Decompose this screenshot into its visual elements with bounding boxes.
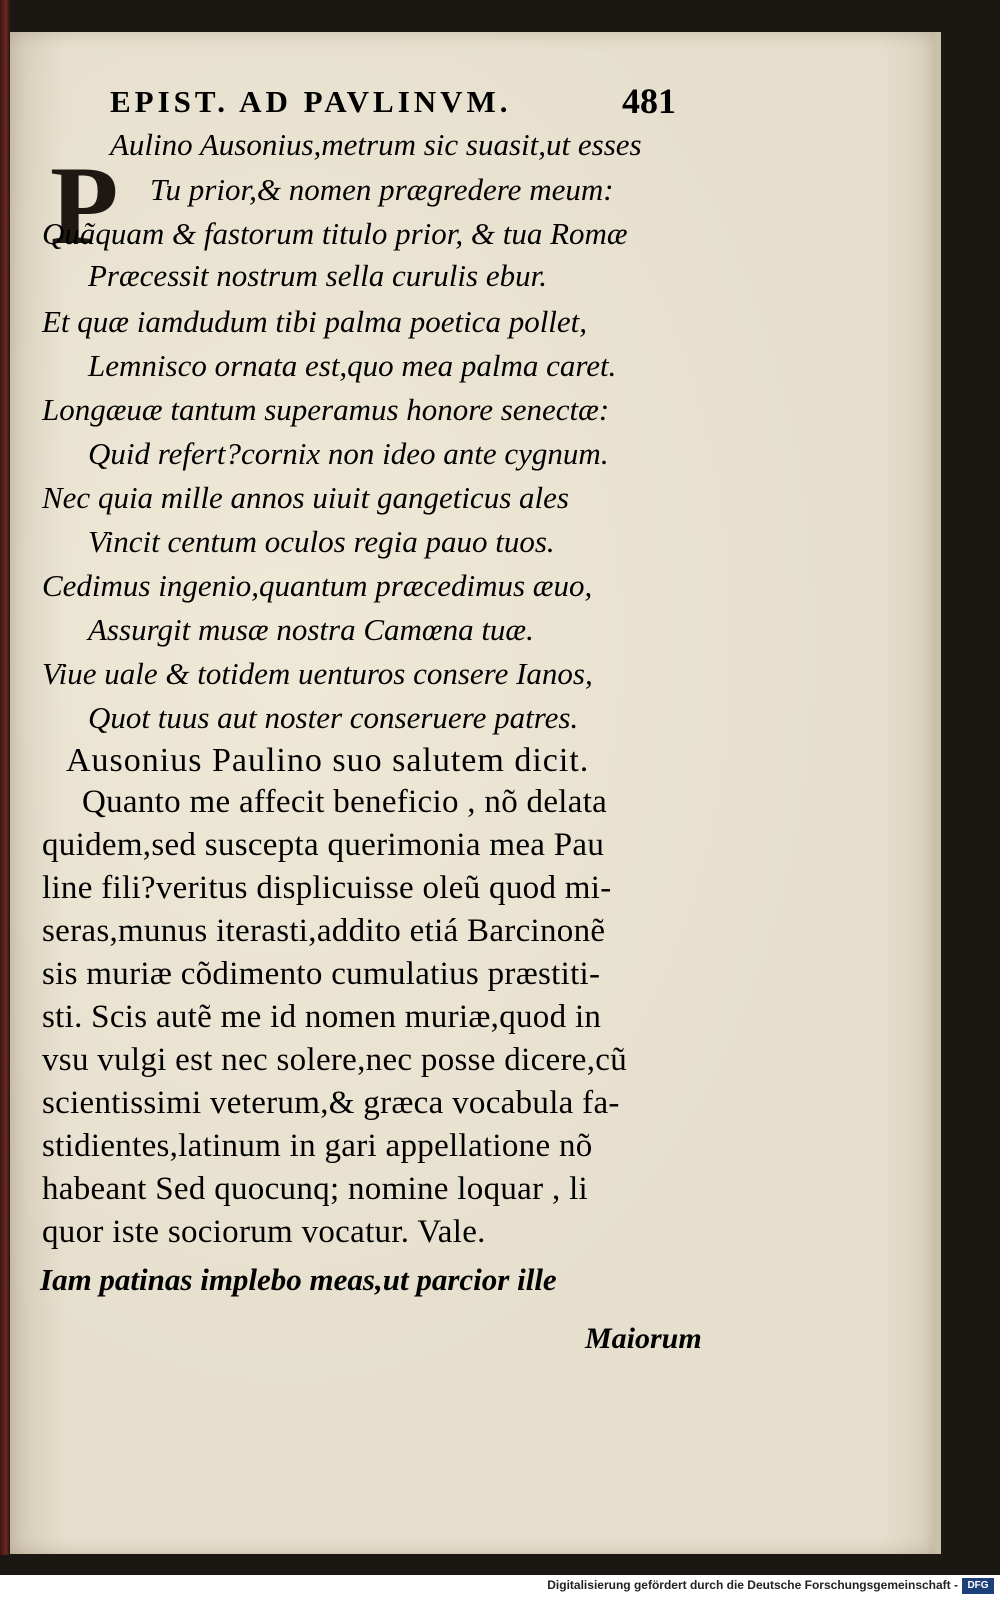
verse-line: Quid refert?cornix non ideo ante cygnum. (88, 436, 609, 471)
prose-line: vsu vulgi est nec solere,nec posse dicere,cũ (42, 1042, 627, 1078)
verse-line: Lemnisco ornata est,quo mea palma caret. (88, 348, 617, 383)
verse-line: Tu prior,& nomen prægredere meum: (150, 172, 614, 207)
prose-line: scientissimi veterum,& græca vocabula fa- (42, 1085, 620, 1121)
running-head: EPIST. AD PAVLINVM. (110, 84, 512, 119)
verse-line: Quãquam & fastorum titulo prior, & tua Romæ (42, 216, 628, 251)
footer-bar (0, 1575, 1000, 1598)
verse-line: Longæuæ tantum superamus honore senectæ: (42, 392, 610, 427)
page-number: 481 (622, 81, 676, 121)
book-binding-edge (0, 0, 10, 1555)
drop-cap-initial: P (50, 144, 119, 268)
prose-line: habeant Sed quocunq; nomine loquar , li (42, 1171, 588, 1207)
page-edge (935, 32, 941, 1554)
catchword: Maiorum (585, 1322, 702, 1355)
book-page (10, 32, 935, 1554)
verse-line: Nec quia mille annos uiuit gangeticus ales (42, 480, 569, 515)
digitization-credit: Digitalisierung gefördert durch die Deutsche Forschungsgemeinschaft - (547, 1578, 958, 1592)
prose-line: quidem,sed suscepta querimonia mea Pau (42, 827, 605, 863)
prose-line: sti. Scis autẽ me id nomen muriæ,quod in (42, 999, 602, 1035)
verse-line: Quot tuus aut noster conseruere patres. (88, 700, 579, 735)
verse-line: Cedimus ingenio,quantum præcedimus æuo, (42, 568, 593, 603)
verse-line: Vincit centum oculos regia pauo tuos. (88, 524, 555, 559)
prose-line: seras,munus iterasti,addito etiá Barcinonẽ (42, 913, 606, 949)
letter-salutation: Ausonius Paulino suo salutem dicit. (66, 742, 590, 779)
closing-verse-line: Iam patinas implebo meas,ut parcior ille (40, 1262, 557, 1297)
prose-line: stidientes,latinum in gari appellatione nõ (42, 1128, 593, 1164)
prose-line: sis muriæ cõdimento cumulatius præstiti- (42, 956, 601, 992)
verse-line: Assurgit musæ nostra Camœna tuæ. (88, 612, 534, 647)
prose-line: line fili?veritus displicuisse oleũ quod mi- (42, 870, 612, 906)
verse-line: Viue uale & totidem uenturos consere Ianos, (42, 656, 593, 691)
verse-line: Et quæ iamdudum tibi palma poetica pollet, (42, 304, 588, 339)
prose-line: Quanto me affecit beneficio , nõ delata (82, 784, 608, 820)
verse-line: Præcessit nostrum sella curulis ebur. (88, 258, 547, 293)
prose-line: quor iste sociorum vocatur. Vale. (42, 1214, 486, 1250)
verse-line: Aulino Ausonius,metrum sic suasit,ut esses (110, 127, 642, 162)
dfg-logo: DFG (962, 1578, 994, 1594)
